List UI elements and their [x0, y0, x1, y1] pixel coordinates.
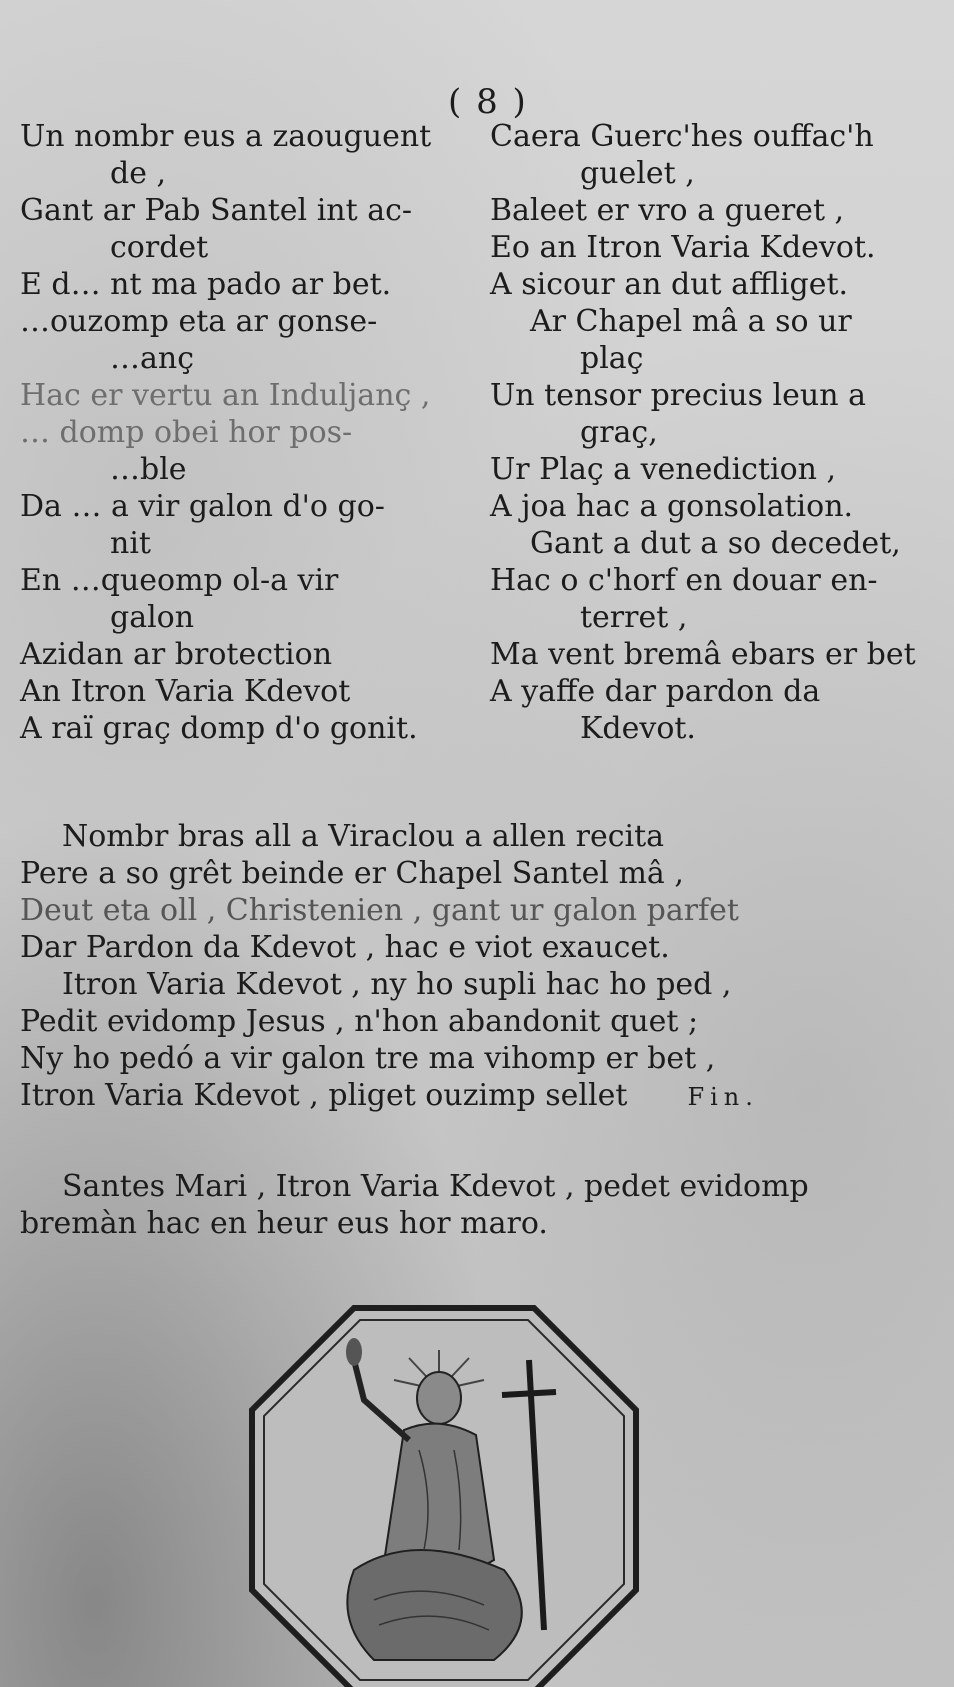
right-column-line: Un tensor precius leun a [490, 378, 866, 413]
right-column-line: guelet , [580, 156, 695, 191]
prayer-line: bremàn hac en heur eus hor maro. [20, 1206, 548, 1241]
prose-line: Pere a so grêt beinde er Chapel Santel mâ , [20, 856, 684, 891]
left-column-line: Azidan ar brotection [20, 637, 333, 672]
right-column-line: Ar Chapel mâ a so ur [530, 304, 852, 339]
left-column-line: Hac er vertu an Induljanç , [20, 378, 431, 413]
fin-mark: Fin. [687, 1083, 759, 1111]
right-column-line: Eo an Itron Varia Kdevot. [490, 230, 876, 265]
page-number: ( 8 ) [448, 82, 528, 122]
left-column-line: galon [110, 600, 195, 635]
left-column-line: nit [110, 526, 151, 561]
prose-line: Itron Varia Kdevot , ny ho supli hac ho ped , [62, 967, 732, 1002]
right-column-line: graç, [580, 415, 658, 450]
right-column-line: Ma vent bremâ ebars er bet [490, 637, 916, 672]
left-column-line: … domp obei hor pos- [20, 415, 353, 450]
right-column-line: Hac o c'horf en douar en- [490, 563, 878, 598]
prose-line: Nombr bras all a Viraclou a allen recita [62, 819, 665, 854]
left-column-line: A raï graç domp d'o gonit. [20, 711, 418, 746]
left-column-line: An Itron Varia Kdevot [20, 674, 351, 709]
closing-verses [20, 818, 940, 1116]
right-column-line: A yaffe dar pardon da [490, 674, 821, 709]
right-column-line: Gant a dut a so decedet, [530, 526, 901, 561]
left-column-line: …anç [110, 341, 195, 376]
left-column-line: …ble [110, 452, 187, 487]
right-column-line: Baleet er vro a gueret , [490, 193, 845, 228]
left-column-line: cordet [110, 230, 209, 265]
right-column-line: terret , [580, 600, 688, 635]
right-column-line: Caera Guerc'hes ouffac'h [490, 119, 874, 154]
octagonal-engraving-icon [244, 1300, 644, 1687]
right-column-line: A sicour an dut affliget. [490, 267, 849, 302]
prose-line: Deut eta oll , Christenien , gant ur galon parfet [20, 893, 739, 928]
right-verse-column [490, 118, 940, 747]
prose-line: Ny ho pedó a vir galon tre ma vihomp er bet , [20, 1041, 716, 1076]
left-column-line: E d… nt ma pado ar bet. [20, 267, 392, 302]
prose-line: Itron Varia Kdevot , pliget ouzimp sellet Fin. [20, 1078, 759, 1113]
left-column-line: de , [110, 156, 167, 191]
right-column-line: Ur Plaç a venediction , [490, 452, 837, 487]
closing-prayer [20, 1168, 940, 1242]
prose-line: Pedit evidomp Jesus , n'hon abandonit quet ; [20, 1004, 699, 1039]
right-column-line: plaç [580, 341, 644, 376]
left-column-line: En …queomp ol-a vir [20, 563, 339, 598]
prayer-line: Santes Mari , Itron Varia Kdevot , pedet evidomp [62, 1169, 809, 1204]
left-column-line: Da … a vir galon d'o go- [20, 489, 385, 524]
right-column-line: A joa hac a gonsolation. [490, 489, 854, 524]
right-column-line: Kdevot. [580, 711, 696, 746]
left-column-line: Un nombr eus a zaouguent [20, 119, 432, 154]
left-column-line: …ouzomp eta ar gonse- [20, 304, 378, 339]
left-verse-column [20, 118, 490, 747]
left-column-line: Gant ar Pab Santel int ac- [20, 193, 413, 228]
prose-line: Dar Pardon da Kdevot , hac e viot exaucet. [20, 930, 670, 965]
